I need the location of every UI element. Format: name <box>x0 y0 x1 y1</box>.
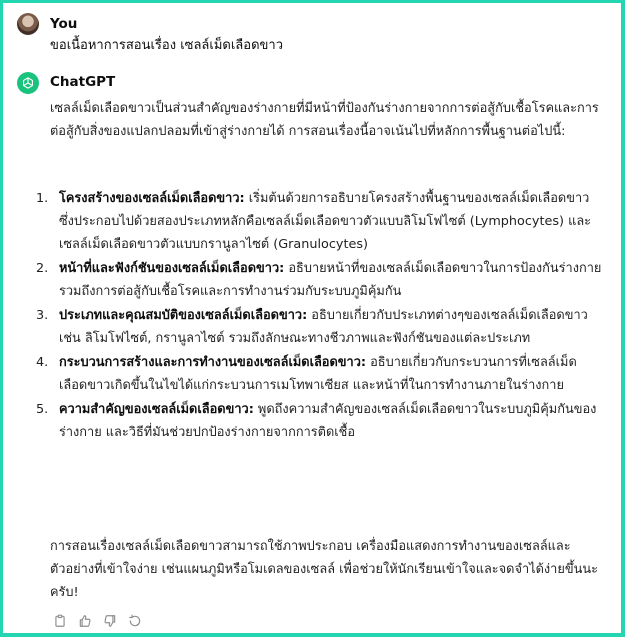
list-item-text: อธิบายเกี่ยวกับกระบวนการที่เซลล์เม็ดเลือดขาวเกิดขึ้นในไขได้แก่กระบวนการเมโทพาเซียส และหน้าที่ในการทำงานภายในร่างกาย <box>59 355 577 393</box>
thumbs-up-button[interactable] <box>77 613 93 629</box>
list-item-title: ความสำคัญของเซลล์เม็ดเลือดขาว: <box>59 402 254 417</box>
list-item <box>36 257 602 303</box>
list-item-number: 2. <box>36 261 49 276</box>
list-item-text: เริ่มต้นด้วยการอธิบายโครงสร้างพื้นฐานของเซลล์เม็ดเลือดขาว ซึ่งประกอบไปด้วยสองประเภทหลักคือเซลล์เม็ดเลือดขาวตัวแบบลิโมโฟไซต์ (Lymphocytes) และเซลล์เม็ดเลือดขาวตัวแบบกรานูลาไซต์ (Granulocytes) <box>59 191 592 252</box>
clipboard-icon <box>53 614 67 628</box>
list-item-title: ประเภทและคุณสมบัติของเซลล์เม็ดเลือดขาว: <box>59 308 308 323</box>
chat-window <box>3 3 621 633</box>
list-item-number: 1. <box>36 191 49 206</box>
thumbs-down-icon <box>103 614 117 628</box>
list-item-title: โครงสร้างของเซลล์เม็ดเลือดขาว: <box>59 191 245 206</box>
assistant-outro-paragraph: การสอนเรื่องเซลล์เม็ดเลือดขาวสามารถใช้ภาพประกอบ เครื่องมือแสดงการทำงานของเซลล์และตัวอย่างที่เข้าใจง่าย เช่นแผนภูมิหรือโมเดลของเซลล์ เพื่อช่วยให้นักเรียนเข้าใจและจดจำได้ง่ายขึ้นนะครับ! <box>50 539 598 600</box>
list-item <box>36 398 602 444</box>
list-item-number: 3. <box>36 308 49 323</box>
list-item <box>36 304 602 350</box>
assistant-intro-paragraph: เซลล์เม็ดเลือดขาวเป็นส่วนสำคัญของร่างกายที่มีหน้าที่ป้องกันร่างกายจากการต่อสู้กับเชื้อโรคและการต่อสู้กับสิ่งของแปลกปลอมที่เข้าสู่ร่างกายได้ การสอนเรื่องนี้อาจเน้นไปที่หลักการพื้นฐานต่อไปนี้: <box>50 101 599 139</box>
list-item-text: อธิบายหน้าที่ของเซลล์เม็ดเลือดขาวในการป้องกันร่างกาย รวมถึงการต่อสู้กับเชื้อโรคและการทำงานร่วมกับระบบภูมิคุ้มกัน <box>59 261 602 299</box>
list-item-number: 5. <box>36 402 49 417</box>
list-item <box>36 351 602 397</box>
list-item-title: หน้าที่และฟังก์ชันของเซลล์เม็ดเลือดขาว: <box>59 261 285 276</box>
list-item <box>36 187 602 256</box>
chatgpt-avatar <box>17 72 39 94</box>
teaching-points-list <box>36 187 602 445</box>
copy-button[interactable] <box>52 613 68 629</box>
regenerate-icon <box>128 614 142 628</box>
thumbs-up-icon <box>78 614 92 628</box>
user-author-name: You <box>50 16 78 32</box>
list-item-title: กระบวนการสร้างและการทำงานของเซลล์เม็ดเลือดขาว: <box>59 355 367 370</box>
thumbs-down-button[interactable] <box>102 613 118 629</box>
message-actions <box>52 613 143 629</box>
assistant-author-name: ChatGPT <box>50 74 116 90</box>
regenerate-button[interactable] <box>127 613 143 629</box>
list-item-number: 4. <box>36 355 49 370</box>
openai-logo-icon <box>21 76 35 90</box>
list-item-text: พูดถึงความสำคัญของเซลล์เม็ดเลือดขาวในระบบภูมิคุ้มกันของร่างกาย และวิธีที่มันช่วยปกป้องร่างกายจากการติดเชื้อ <box>59 402 597 440</box>
user-avatar <box>17 13 39 35</box>
list-item-text: อธิบายเกี่ยวกับประเภทต่างๆของเซลล์เม็ดเลือดขาว เช่น ลิโมโฟไซต์, กรานูลาไซต์ รวมถึงลักษณะทางชีวภาพและฟังก์ชันของแต่ละประเภท <box>59 308 588 346</box>
user-message-text: ขอเนื้อหาการสอนเรื่อง เซลล์เม็ดเลือดขาว <box>50 38 283 53</box>
